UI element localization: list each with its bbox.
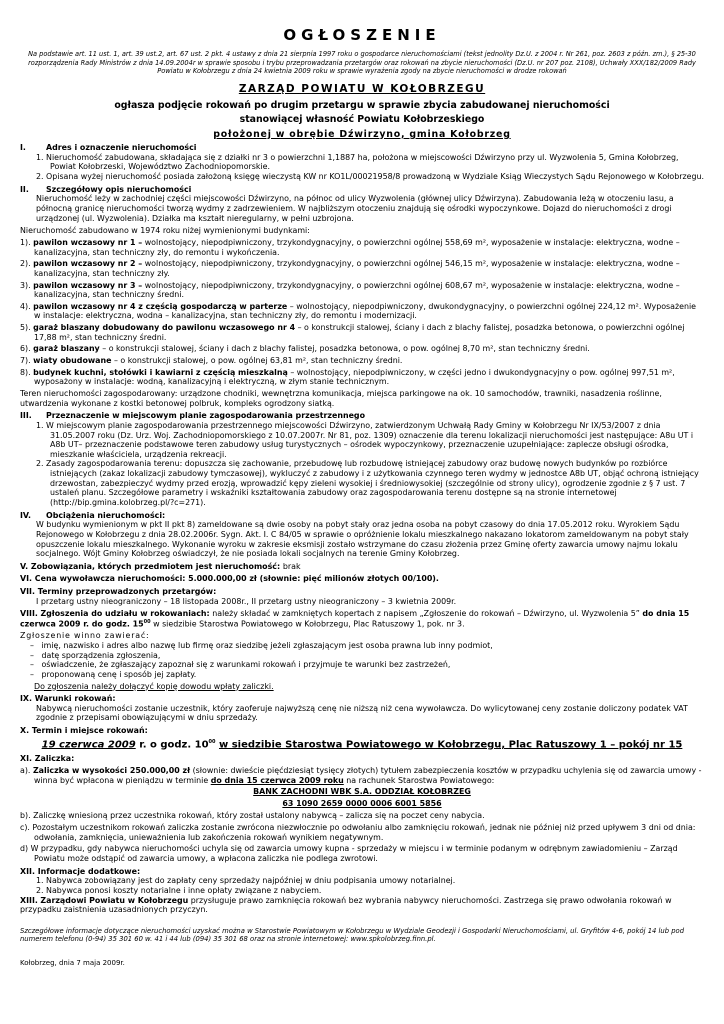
section-7-heading: VII. Terminy przeprowadzonych przetargów: <box>20 587 217 597</box>
deposit-point-a: a). Zaliczka w wysokości 250.000,00 zł (słownie: dwieście pięćdziesiąt tysięcy złotych) tytułem zabezpieczenia kosztów w przypadku uchylenia się od zawarcia umowy - winna być wpłacona w pieniądzu w terminie do dnia 15 czerwca 2009 roku na rachunek Starostwa Powiatowego: <box>20 765 702 785</box>
section-12-point-2: 2. Nabywca ponosi koszty notarialne i inne opłaty związane z nabyciem. <box>36 885 322 895</box>
announce-line-2: stanowiącej własność Powiatu Kołobrzeskiego <box>239 114 485 126</box>
section-13: XIII. Zarządowi Powiatu w Kołobrzegu przysługuje prawo zamknięcia rokowań bez wybrania nabywcy nieruchomości. Zastrzega się prawo odwołania rokowań w przypadku zaistnienia uzasadnionych przyczyn. <box>20 895 672 915</box>
building-item: 5). garaż blaszany dobudowany do pawilonu wczasowego nr 4 – o konstrukcji stalowej, ściany i dach z blachy falistej, posadzka betonowa, o powierzchni ogólnej 17,88 m², stan techniczny średni. <box>20 323 685 342</box>
section-1-point-2: 2. Opisana wyżej nieruchomość posiada założoną księgę wieczystą KW nr KO1L/00021958/8 prowadzoną w Wydziale Ksiąg Wieczystych Sądu Rejonowego w Kołobrzegu. <box>36 172 704 182</box>
section-8-note: Do zgłoszenia należy dołączyć kopię dowodu wpłaty zaliczki. <box>34 681 274 691</box>
section-4-text: W budynku wymienionym w pkt II pkt 8) zameldowane są dwie osoby na pobyt stały oraz jedna osoba na pobyt czasowy do dnia 17.05.2012 roku. Wyrokiem Sądu Rejonowego w Kołobrzegu z dnia 28.02.2006r. Sygn. Akt. I. C 84/05 w sprawie o opróżnienie lokalu mieszkalnego nakazano lokatorom zameldowanym na pobyt stały opuszczenie lokalu mieszkalnego. Wykonanie wyroku w zakresie eksmisji zostało wstrzymane do czasu złożenia przez Gminę oferty zawarcia umowy najmu lokalu socjalnego. Wójt Gminy Kołobrzeg oświadczył, że nie posiada lokali socjalnych na terenie Gminy Kołobrzeg. <box>36 520 689 559</box>
section-3-point-1: 1. W miejscowym planie zagospodarowania przestrzennego miejscowości Dźwirzyno, zatwierdzonym Uchwałą Rady Gminy w Kołobrzegu Nr IX/53/2007 z dnia 31.05.2007 roku (Dz. Urz. Woj. Zachodniopomorskiego z 10.07.2007r. Nr 81, poz. 1309) oznaczenie dla terenu lokalizacji nieruchomości jest następujące: A8u UT i A8b UT– przeznaczenie podstawowe teren zabudowy usług turystycznych – ośrodek wypoczynkowy, przeznaczenie uzupełniające: zaplecze obsługi ośrodka, mieszkanie właściciela, urządzenia rekreacji. <box>36 420 694 459</box>
bank-account-number: 63 1090 2659 0000 0006 6001 5856 <box>282 798 442 808</box>
buildings-intro: Nieruchomość zabudowano w 1974 roku niżej wymienionymi budynkami: <box>20 226 310 236</box>
deposit-point-c: c). Pozostałym uczestnikom rokowań zaliczka zostanie zwrócona niezwłocznie po odwołaniu albo zamknięciu rokowań, jednak nie później niż przed upływem 3 dni od dnia: odwołania, zamknięcia, unieważnienia lub zakończenia rokowań wynikiem negatywnym. <box>20 823 696 842</box>
section-12-point-1: 1. Nabywca zobowiązany jest do zapłaty ceny sprzedaży najpóźniej w dniu podpisania umowy notarialnej. <box>36 876 456 886</box>
building-item: 1). pawilon wczasowy nr 1 – wolnostojący, niepodpiwniczony, trzykondygnacyjny, o powierzchni ogólnej 558,69 m², wyposażenie w instalacje: elektryczna, wodne – kanalizacyjna, stan techniczny zły, do remontu i wykończenia. <box>20 237 680 257</box>
section-8-list <box>20 641 704 680</box>
list-item: – datę sporządzenia zgłoszenia, <box>30 650 161 660</box>
legal-basis: Na podstawie art. 11 ust. 1, art. 39 ust.2, art. 67 ust. 2 pkt. 4 ustawy z dnia 21 sierpnia 1997 roku o gospodarce nieruchomościami (tekst jednolity Dz.U. z 2004 r. Nr 261, poz. 2603 z późn. zm.), § 25-30 rozporządzenia Rady Ministrów z dnia 14.09.2004r w sprawie sposobu i trybu przeprowadzania przetargów oraz rokowań na zbycie nieruchomości (Dz.U. nr 207 poz. 2108), Uchwały XXX/182/2009 Rady Powiatu w Kołobrzegu z dnia 24 kwietnia 2009 roku w sprawie wyrażenia zgody na zbycie nieruchomości w drodze rokowań <box>28 50 696 75</box>
section-2-text: Nieruchomość leży w zachodniej części miejscowości Dźwirzyno, na północ od ulicy Wyzwolenia (głównej ulicy Dźwirzyna). Zabudowania leżą w otoczeniu lasu, a północną granicę nieruchomości tworzą wydmy z zadrzewieniem. W najbliższym otoczeniu znajdują się ośrodki wypoczynkowe. Dojazd do nieruchomości z drogi urządzonej (ul. Wyzwolenia). Działka ma kształt nieregularny, w pełni uzbrojona. <box>36 194 674 223</box>
auction-date-place: 19 czerwca 2009 r. o godz. $10^{00}$ w siedzibie Starostwa Powiatowego w Kołobrzegu, Plac Ratuszowy 1 – pokój nr 15 <box>41 738 683 751</box>
list-item: – imię, nazwisko i adres albo nazwę lub firmę oraz siedzibę jeżeli zgłaszającym jest osoba prawna lub inny podmiot, <box>30 640 493 650</box>
section-6-price: VI. Cena wywoławcza nieruchomości: 5.000.000,00 zł (słownie: pięć milionów złotych 00/100). <box>20 574 439 584</box>
building-item: 6). garaż blaszany – o konstrukcji stalowej, ściany i dach z blachy falistej, posadzka betonowa, o pow. ogólnej 8,70 m², stan techniczny średni. <box>20 344 590 354</box>
deposit-point-d: d) W przypadku, gdy nabywca nieruchomości uchyla się od zawarcia umowy kupna - sprzedaży w miejscu i w terminie podanym w odrębnym zawiadomieniu – Zarząd Powiatu może odstąpić od zawarcia umowy, a wpłacona zaliczka nie podlega zwrotowi. <box>20 844 678 863</box>
list-item: – proponowaną cenę i sposób jej zapłaty. <box>30 669 197 679</box>
section-8: VIII. Zgłoszenia do udziału w rokowaniach: należy składać w zamkniętych kopertach z napisem „Zgłoszenie do rokowań – Dźwirzyno, ul. Wyzwolenia 5” do dnia 15 czerwca 2009 r. do godz. $15^{00}$ w siedzibie Starostwa Powiatowego w Kołobrzegu, Plac Ratuszowy 1, pok. nr 3. <box>20 609 690 629</box>
announce-line-3: położonej w obrębie Dźwirzyno, gmina Kołobrzeg <box>213 128 511 140</box>
issue-date: Kołobrzeg, dnia 7 maja 2009r. <box>20 959 125 968</box>
building-item: 4). pawilon wczasowy nr 4 z częścią gospodarczą w parterze – wolnostojący, niepodpiwniczony, dwukondygnacyjny, o powierzchni ogólnej 224,12 m². Wyposażenie w instalacje: elektryczna, wodna – kanalizacyjna, stan techniczny zły, do remontu i modernizacji. <box>20 301 697 321</box>
page-title: OGŁOSZENIE <box>283 26 441 44</box>
building-item: 3). pawilon wczasowy nr 3 – wolnostojący, niepodpiwniczony, trzykondygnacyjny, o powierzchni ogólnej 608,67 m², wyposażenie w instalacje: elektryczna, wodne – kanalizacyjna, stan techniczny średni. <box>20 280 680 300</box>
section-2-heading: II. Szczegółowy opis nieruchomości <box>20 184 192 194</box>
section-4-heading: IV. Obciążenia nieruchomości: <box>20 510 166 520</box>
building-item: 7). wiaty obudowane – o konstrukcji stalowej, o pow. ogólnej 63,81 m², stan techniczny średni. <box>20 356 403 366</box>
section-7-text: I przetarg ustny nieograniczony – 18 listopada 2008r., II przetarg ustny nieograniczony – 3 kwietnia 2009r. <box>36 596 457 606</box>
section-1-heading: I. Adres i oznaczenie nieruchomości <box>20 143 197 153</box>
buildings-list <box>20 238 704 387</box>
section-1-point-1: 1. Nieruchomość zabudowana, składająca się z działki nr 3 o powierzchni 1,1887 ha, położona w miejscowości Dźwirzyno przy ul. Wyzwolenia 5, Gmina Kołobrzeg, Powiat Kołobrzeski, Województwo Zachodniopomorskie. <box>36 152 679 172</box>
section-5: V. Zobowiązania, których przedmiotem jest nieruchomość: brak <box>20 561 301 571</box>
bank-name: BANK ZACHODNI WBK S.A. ODDZIAŁ KOŁOBRZEG <box>253 787 471 797</box>
section-12-heading: XII. Informacje dodatkowe: <box>20 866 141 876</box>
section-9-text: Nabywcą nieruchomości zostanie uczestnik, który zaoferuje najwyższą cenę nie niższą niż cena wywoławcza. Do wylicytowanej ceny zostanie doliczony podatek VAT zgodnie z przepisami obowiązującymi w dniu sprzedaży. <box>36 703 688 723</box>
section-3-point-2: 2. Zasady zagospodarowania terenu: dopuszcza się zachowanie, przebudowę lub rozbudowę istniejącej zabudowy oraz budowę nowych budynków po rozbiórce istniejących (zakaz lokalizacji zabudowy tymczasowej), wykluczyć z zabudowy i z użytkowania czynnego teren wydmy w jednostce A8b UT, objąć ochroną istniejący drzewostan, zabezpieczyć wydmy przed erozją, wprowadzić kępy zieleni wysokiej i średniowysokiej (szczególnie od strony ulicy), ogrodzenie zgodnie z § 7 ust. 7 ustaleń planu. Szczegółowe parametry i wskaźniki kształtowania zabudowy oraz zagospodarowania terenu dostępne są na stronie internetowej (http://bip.gmina.kolobrzeg.pl/?c=271). <box>36 459 699 507</box>
building-item: 2). pawilon wczasowy nr 2 – wolnostojący, niepodpiwniczony, trzykondygnacyjny, o powierzchni ogólnej 546,15 m², wyposażenie w instalacje: elektryczna, wodne – kanalizacyjna, stan techniczny zły. <box>20 259 680 278</box>
section-3-heading: III. Przeznaczenie w miejscowym planie zagospodarowania przestrzennego <box>20 411 366 421</box>
buildings-outro: Teren nieruchomości zagospodarowany: urządzone chodniki, wewnętrzna komunikacja, miejsca parkingowe na ok. 10 samochodów, trawniki, nasadzenia roślinne, utwardzenia wykonane z kostki betonowej polbruk, kompleks ogrodzony siatką. <box>20 388 662 408</box>
section-8-must-label: Zgłoszenie winno zawierać: <box>20 631 150 641</box>
section-11-heading: XI. Zaliczka: <box>20 754 75 764</box>
list-item: – oświadczenie, że zgłaszający zapoznał się z warunkami rokowań i przyjmuje te warunki bez zastrzeżeń, <box>30 660 451 670</box>
deposit-point-b: b). Zaliczkę wniesioną przez uczestnika rokowań, który został ustalony nabywcą – zalicza się na poczet ceny nabycia. <box>20 811 485 821</box>
announce-line-1: ogłasza podjęcie rokowań po drugim przetargu w sprawie zbycia zabudowanej nieruchomości <box>114 99 610 111</box>
section-9-heading: IX. Warunki rokowań: <box>20 694 116 704</box>
building-item: 8). budynek kuchni, stołówki i kawiarni z częścią mieszkalną – wolnostojący, niepodpiwniczony, w części jedno i dwukondygnacyjny o pow. ogólnej 997,51 m², wyposażony w instalacje: wodną, kanalizacyjną i elektryczną, w złym stanie technicznym. <box>20 367 675 387</box>
board-name: ZARZĄD POWIATU W KOŁOBRZEGU <box>238 83 486 95</box>
obligations-value: brak <box>282 561 301 571</box>
section-10-heading: X. Termin i miejsce rokowań: <box>20 726 148 736</box>
footer-info: Szczegółowe informacje dotyczące nieruchomości uzyskać można w Starostwie Powiatowym w Kołobrzegu w Wydziale Geodezji i Gospodarki Nieruchomościami, ul. Gryfitów 4-6, pokój 14 lub pod numerem telefonu (0-94) 35 301 60 w. 41 i 44 lub (094) 35 301 68 oraz na stronie internetowej: www.spkolobrzeg.finn.pl. <box>20 926 685 944</box>
